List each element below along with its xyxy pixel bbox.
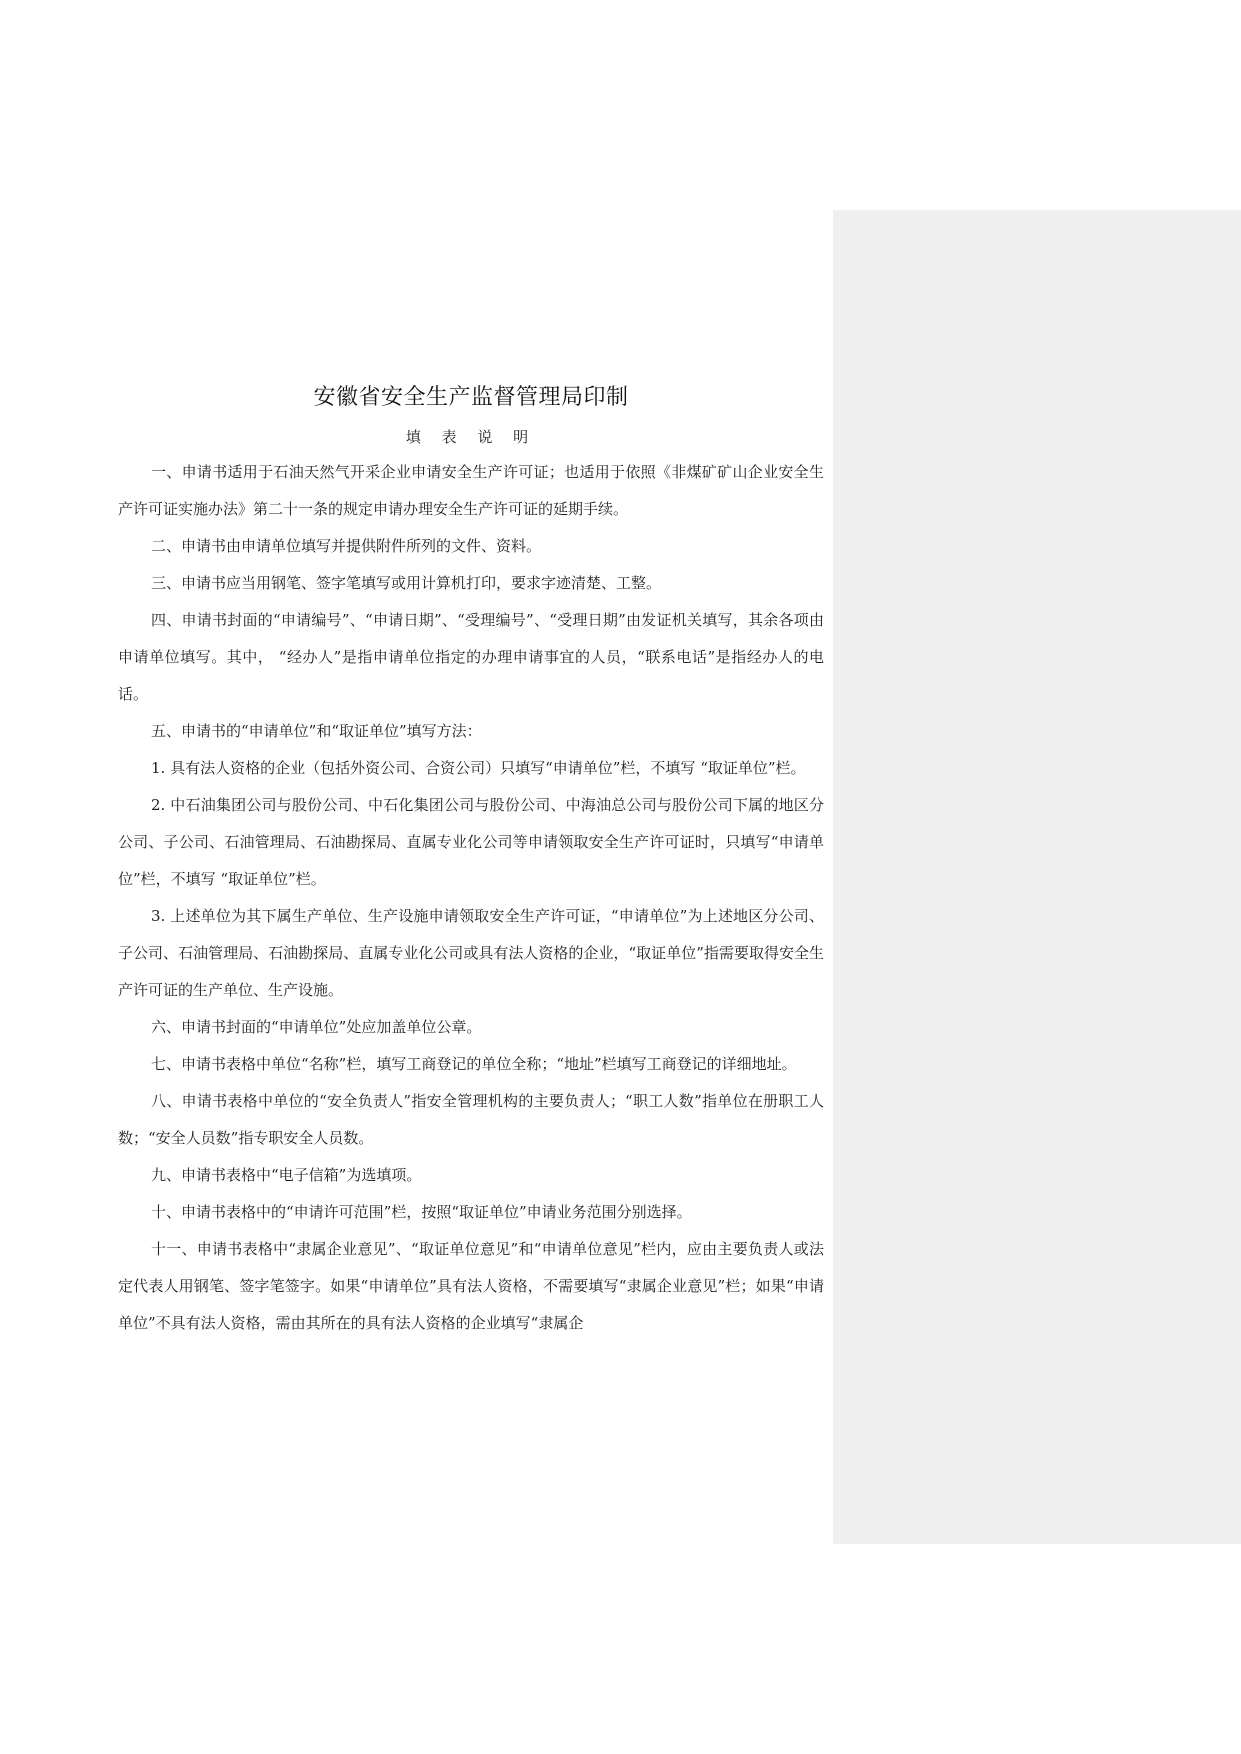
paragraph-5: 五、申请书的“申请单位”和“取证单位”填写方法： [151, 722, 482, 740]
paragraph-4: 四、申请书封面的“申请编号”、“申请日期”、“受理编号”、“受理日期”由发证机关填写，其余各项由申请单位填写。其中， “经办人”是指申请单位指定的办理申请事宜的人员，“联系电话”是指经办人的电话。 [118, 611, 824, 703]
paragraph-5-1: 1. 具有法人资格的企业（包括外资公司、合资公司）只填写“申请单位”栏，不填写 “取证单位”栏。 [151, 759, 806, 777]
paragraph-7: 七、申请书表格中单位“名称”栏，填写工商登记的单位全称；“地址”栏填写工商登记的详细地址。 [151, 1055, 797, 1073]
page-title: 安徽省安全生产监督管理局印制 [313, 385, 629, 410]
paragraph-10: 十、申请书表格中的“申请许可范围”栏，按照“取证单位”申请业务范围分别选择。 [151, 1203, 692, 1221]
paragraph-2: 二、申请书由申请单位填写并提供附件所列的文件、资料。 [151, 537, 542, 555]
side-panel [833, 210, 1241, 1544]
paragraph-1: 一、申请书适用于石油天然气开采企业申请安全生产许可证；也适用于依照《非煤矿矿山企业安全生产许可证实施办法》第二十一条的规定申请办理安全生产许可证的延期手续。 [118, 463, 824, 518]
paragraph-11: 十一、申请书表格中“隶属企业意见”、“取证单位意见”和“申请单位意见”栏内，应由主要负责人或法定代表人用钢笔、签字笔签字。如果“申请单位”具有法人资格，不需要填写“隶属企业意见”栏；如果“申请单位”不具有法人资格，需由其所在的具有法人资格的企业填写“隶属企 [118, 1240, 824, 1332]
paragraph-6: 六、申请书封面的“申请单位”处应加盖单位公章。 [151, 1018, 482, 1036]
section-heading: 填 表 说 明 [405, 428, 537, 446]
instructions-body [118, 454, 824, 1342]
paragraph-9: 九、申请书表格中“电子信箱”为选填项。 [151, 1166, 422, 1184]
paragraph-3: 三、申请书应当用钢笔、签字笔填写或用计算机打印，要求字迹清楚、工整。 [151, 574, 662, 592]
paragraph-8: 八、申请书表格中单位的“安全负责人”指安全管理机构的主要负责人；“职工人数”指单位在册职工人数；“安全人员数”指专职安全人员数。 [118, 1092, 824, 1147]
paragraph-5-2: 2. 中石油集团公司与股份公司、中石化集团公司与股份公司、中海油总公司与股份公司下属的地区分公司、子公司、石油管理局、石油勘探局、直属专业化公司等申请领取安全生产许可证时，只填写“申请单位”栏，不填写 “取证单位”栏。 [118, 796, 824, 888]
paragraph-5-3: 3. 上述单位为其下属生产单位、生产设施申请领取安全生产许可证，“申请单位”为上述地区分公司、子公司、石油管理局、石油勘探局、直属专业化公司或具有法人资格的企业，“取证单位”指需要取得安全生产许可证的生产单位、生产设施。 [118, 907, 824, 999]
